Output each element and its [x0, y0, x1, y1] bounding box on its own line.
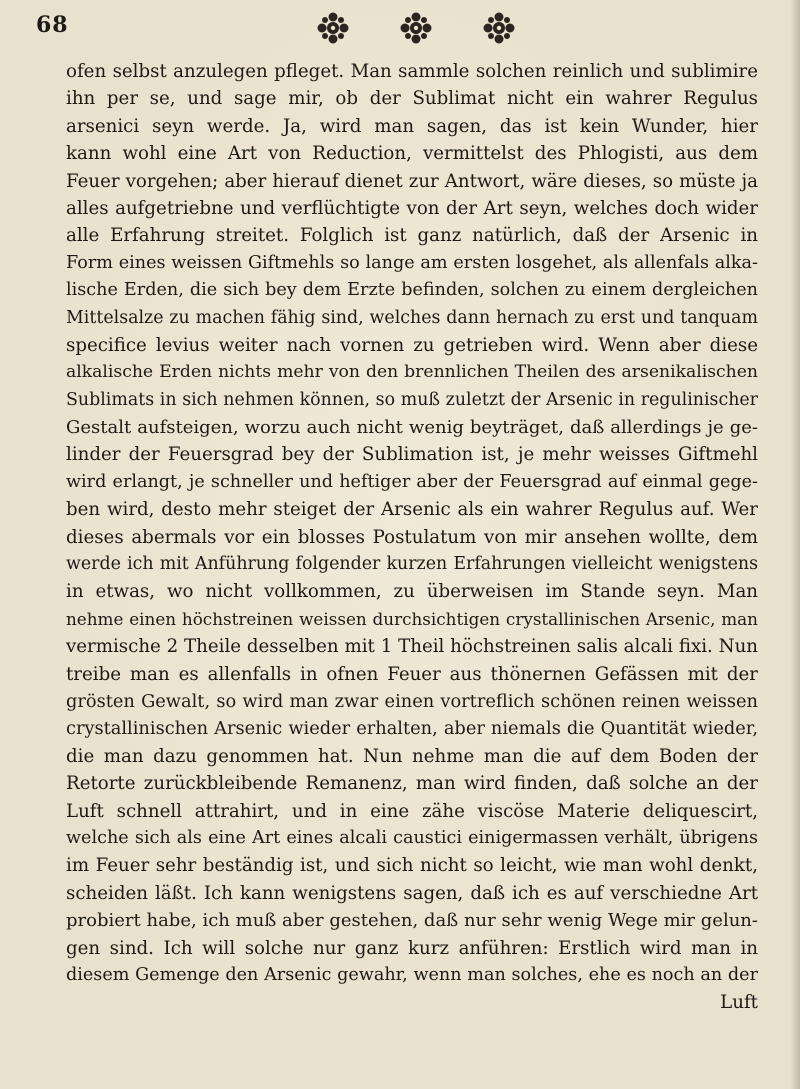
fleuron-ornament-icon [316, 11, 350, 45]
text-line: welche sich als eine Art eines alcali caustici einigermassen verhält, übrigens [66, 827, 758, 848]
text-line: specifice levius weiter nach vornen zu getrieben wird. Wenn aber diese [66, 334, 758, 356]
page-edge-shadow [790, 0, 800, 1089]
text-line: scheiden läßt. Ich kann wenigstens sagen, daß ich es auf verschiedne Art [66, 882, 758, 904]
text-line: Mittelsalze zu machen fähig sind, welches dann hernach zu erst und tanquam [66, 307, 758, 328]
text-line: ofen selbst anzulegen pfleget. Man sammle solchen reinlich und sublimire [66, 61, 758, 82]
text-line: linder der Feuersgrad bey der Sublimation ist, je mehr weisses Giftmehl [66, 444, 758, 466]
fleuron-ornament-icon [399, 11, 433, 45]
page-number: 68 [36, 12, 69, 38]
text-line: diesem Gemenge den Arsenic gewahr, wenn man solches, ehe es noch an der [66, 964, 758, 985]
text-line: Sublimats in sich nehmen können, so muß zuletzt der Arsenic in regulinischer [66, 389, 758, 410]
fleuron-ornament-icon [482, 11, 516, 45]
text-line: alle Erfahrung streitet. Folglich ist ganz natürlich, daß der Arsenic in [66, 225, 758, 247]
text-line: vermische 2 Theile desselben mit 1 Theil höchstreinen salis alcali fixi. Nun [66, 636, 758, 658]
text-line: Feuer vorgehen; aber hierauf dienet zur Antwort, wäre dieses, so müste ja [66, 170, 758, 192]
text-line: werde ich mit Anführung folgender kurzen Erfahrungen vielleicht wenigstens [66, 554, 758, 575]
text-line: alkalische Erden nichts mehr von den brennlichen Theilen des arsenikalischen [66, 362, 758, 383]
text-line: Gestalt aufsteigen, worzu auch nicht wenig beyträget, daß allerdings je ge- [66, 417, 758, 439]
text-line: nehme einen höchstreinen weissen durchsichtigen crystallinischen Arsenic, man [66, 608, 758, 629]
text-line: kann wohl eine Art von Reduction, vermittelst des Phlogisti, aus dem [66, 143, 758, 165]
text-line: Retorte zurückbleibende Remanenz, man wird finden, daß solche an der [66, 773, 758, 795]
page-header [36, 8, 766, 54]
text-line: treibe man es allenfalls in ofnen Feuer aus thönernen Gefässen mit der [66, 663, 758, 685]
header-ornaments [316, 8, 516, 48]
text-line: arsenici seyn werde. Ja, wird man sagen, das ist kein Wunder, hier [66, 115, 758, 137]
text-line: wird erlangt, je schneller und heftiger aber der Feuersgrad auf einmal gege- [66, 471, 758, 492]
text-line: ihn per se, und sage mir, ob der Sublimat nicht ein wahrer Regulus [66, 88, 758, 110]
text-line: dieses abermals vor ein blosses Postulatum von mir ansehen wollte, dem [66, 526, 758, 548]
text-line: gen sind. Ich will solche nur ganz kurz anführen: Erstlich wird man in [66, 937, 758, 959]
text-line: crystallinischen Arsenic wieder erhalten, aber niemals die Quantität wieder, [66, 718, 758, 740]
text-line: alles aufgetriebne und verflüchtigte von der Art seyn, welches doch wider [66, 197, 758, 219]
text-line: Form eines weissen Giftmehls so lange am ersten losgehet, als allenfals alka- [66, 252, 758, 273]
body-text [66, 58, 758, 1078]
catchword: Luft [720, 992, 758, 1014]
text-line: in etwas, wo nicht vollkommen, zu überweisen im Stande seyn. Man [66, 581, 758, 603]
text-line: ben wird, desto mehr steiget der Arsenic als ein wahrer Regulus auf. Wer [66, 499, 758, 521]
text-line: Luft schnell attrahirt, und in eine zähe viscöse Materie deliquescirt, [66, 800, 758, 822]
text-line: lische Erden, die sich bey dem Erzte befinden, solchen zu einem dergleichen [66, 280, 758, 301]
text-line: im Feuer sehr beständig ist, und sich nicht so leicht, wie man wohl denkt, [66, 855, 758, 877]
text-line: die man dazu genommen hat. Nun nehme man die auf dem Boden der [66, 745, 758, 767]
text-line: probiert habe, ich muß aber gestehen, daß nur sehr wenig Wege mir gelun- [66, 910, 758, 932]
text-line: grösten Gewalt, so wird man zwar einen vortreflich schönen reinen weissen [66, 690, 758, 712]
